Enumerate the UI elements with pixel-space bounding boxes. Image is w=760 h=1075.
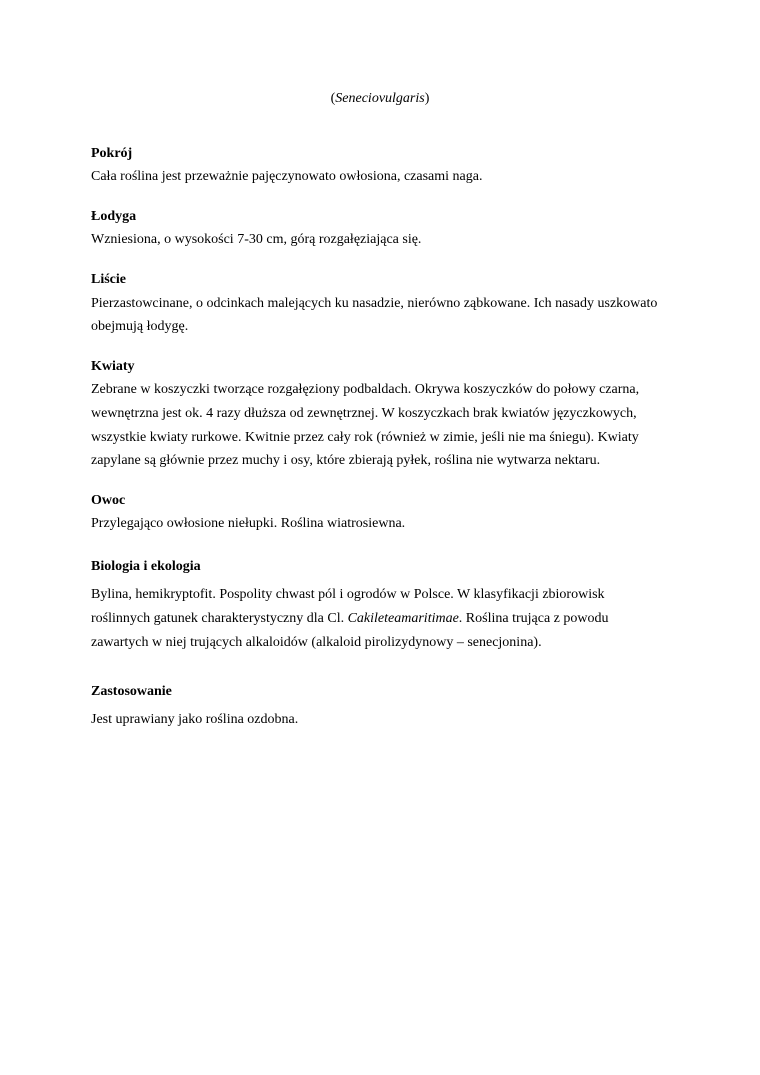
species-title — [0, 90, 760, 108]
heading-owoc: Owoc — [91, 493, 126, 508]
biologia-text-line-1: Bylina, hemikryptofit. Pospolity chwast pól i ogrodów w Polsce. W klasyfikacji zbiorowisk — [91, 587, 605, 602]
biologia-text-line-3: zawartych w niej trujących alkaloidów (alkaloid pirolizydynowy – senecjonina). — [91, 635, 542, 650]
kwiaty-text-line-1: Zebrane w koszyczki tworzące rozgałęziony podbaldach. Okrywa koszyczków do połowy czarna, — [91, 382, 640, 397]
pokroj-text-line-1: Cała roślina jest przeważnie pajęczynowato owłosiona, czasami naga. — [91, 169, 483, 184]
heading-pokroj: Pokrój — [91, 146, 133, 161]
liscie-text-line-1: Pierzastowcinane, o odcinkach malejących ku nasadzie, nierówno ząbkowane. Ich nasady uszkowato — [91, 296, 658, 311]
liscie-text-line-2: obejmują łodygę. — [91, 319, 189, 334]
biologia-line2-italic-name: Cakileteamaritimae — [347, 611, 459, 626]
heading-biologia: Biologia i ekologia — [91, 559, 201, 574]
kwiaty-text-line-4: zapylane są głównie przez muchy i osy, które zbierają pyłek, roślina nie wytwarza nektaru. — [91, 453, 601, 468]
heading-zastosowanie: Zastosowanie — [91, 684, 172, 699]
heading-liscie: Liście — [91, 272, 126, 287]
zastosowanie-text-line-1: Jest uprawiany jako roślina ozdobna. — [91, 712, 299, 727]
biologia-text-line-2 — [91, 610, 608, 628]
heading-lodyga: Łodyga — [91, 209, 137, 224]
heading-kwiaty: Kwiaty — [91, 359, 135, 374]
biologia-line2-after: . Roślina trująca z powodu — [458, 611, 609, 626]
lodyga-text-line-1: Wzniesiona, o wysokości 7-30 cm, górą rozgałęziająca się. — [91, 232, 422, 247]
title-close-paren: ) — [424, 91, 430, 106]
title-open-paren: ( — [330, 91, 336, 106]
title-latin-name: Seneciovulgaris — [335, 91, 425, 106]
owoc-text-line-1: Przylegająco owłosione niełupki. Roślina wiatrosiewna. — [91, 516, 406, 531]
kwiaty-text-line-3: wszystkie kwiaty rurkowe. Kwitnie przez cały rok (również w zimie, jeśli nie ma śniegu). Kwiaty — [91, 430, 639, 445]
biologia-line2-before: roślinnych gatunek charakterystyczny dla Cl. — [91, 611, 348, 626]
kwiaty-text-line-2: wewnętrzna jest ok. 4 razy dłuższa od zewnętrznej. W koszyczkach brak kwiatów języczkowych, — [91, 406, 637, 421]
